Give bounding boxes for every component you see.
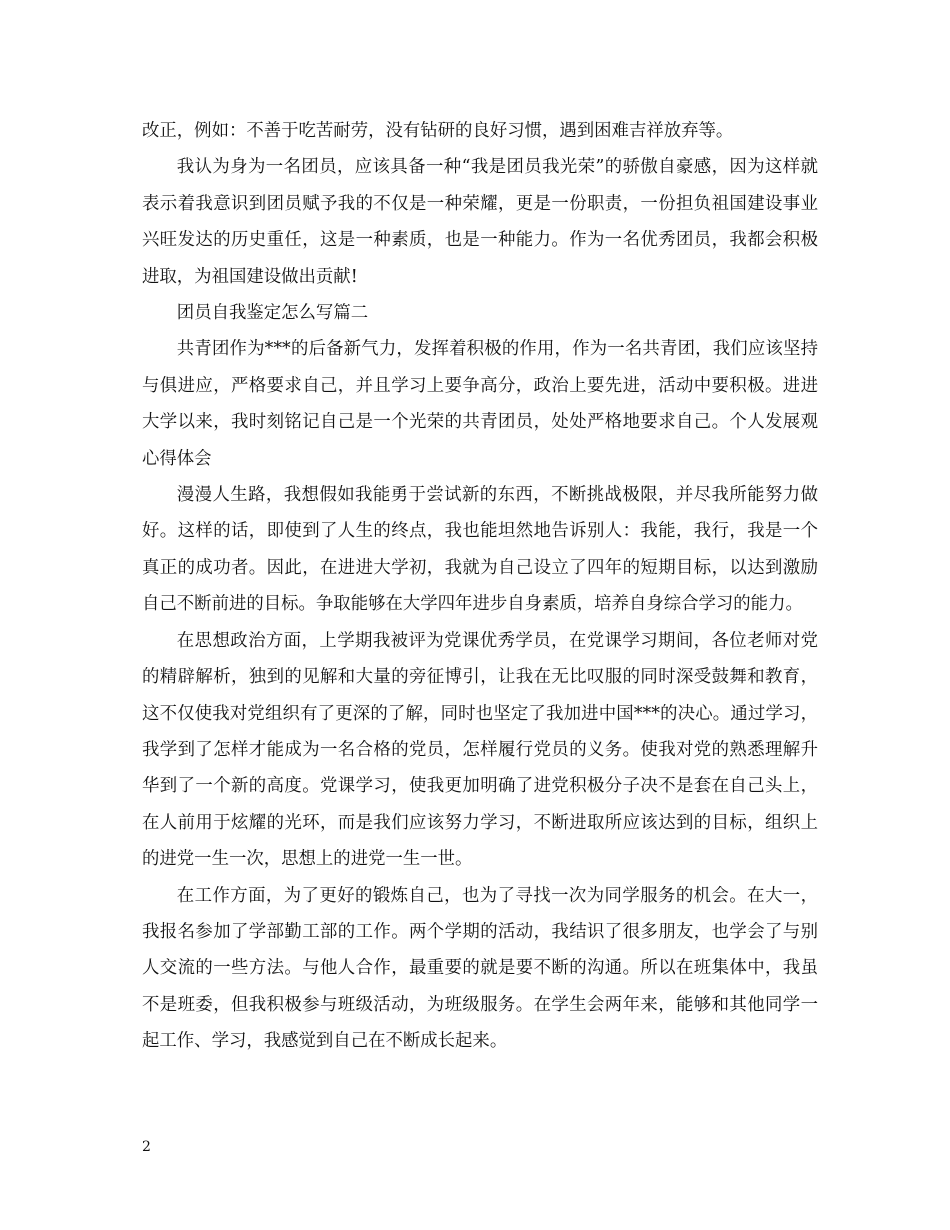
page-number: 2	[142, 1139, 151, 1155]
paragraph-youth-league-role: 共青团作为***的后备新气力，发挥着积极的作用，作为一名共青团，我们应该坚持与俱进应，严格要求自己，并且学习上要争高分，政治上要先进，活动中要积极。进进大学以来，我时刻铭记自己是一个光荣的共青团员，处处严格地要求自己。个人发展观心得体会	[142, 339, 818, 469]
paragraph-work-experience: 在工作方面，为了更好的锻炼自己，也为了寻找一次为同学服务的机会。在大一，我报名参加了学部勤工部的工作。两个学期的活动，我结识了很多朋友，也学会了与别人交流的一些方法。与他人合作，最重要的就是要不断的沟通。所以在班集体中，我虽不是班委，但我积极参与班级活动，为班级服务。在学生会两年来，能够和其他同学一起工作、学习，我感觉到自己在不断成长起来。	[142, 885, 818, 1052]
paragraph-league-member-pride: 我认为身为一名团员，应该具备一种“我是团员我光荣”的骄傲自豪感，因为这样就表示着我意识到团员赋予我的不仅是一种荣耀，更是一份职责，一份担负祖国建设事业兴旺发达的历史重任，这是一种素质，也是一种能力。作为一名优秀团员，我都会积极进取，为祖国建设做出贡献!	[142, 157, 818, 287]
document-body	[142, 113, 818, 1060]
paragraph-life-goals: 漫漫人生路，我想假如我能勇于尝试新的东西，不断挑战极限，并尽我所能努力做好。这样的话，即使到了人生的终点，我也能坦然地告诉别人：我能，我行，我是一个真正的成功者。因此，在进进大学初，我就为自己设立了四年的短期目标，以达到激励自己不断前进的目标。争取能够在大学四年进步自身素质，培养自身综合学习的能力。	[142, 485, 818, 615]
paragraph-political-thought: 在思想政治方面，上学期我被评为党课优秀学员，在党课学习期间，各位老师对党的精辟解析，独到的见解和大量的旁征博引，让我在无比叹服的同时深受鼓舞和教育，这不仅使我对党组织有了更深的了解，同时也坚定了我加进中国***的决心。通过学习，我学到了怎样才能成为一名合格的党员，怎样履行党员的义务。使我对党的熟悉理解升华到了一个新的高度。党课学习，使我更加明确了进党积极分子决不是套在自己头上，在人前用于炫耀的光环，而是我们应该努力学习，不断进取所应该达到的目标，组织上的进党一生一次，思想上的进党一生一世。	[142, 630, 818, 870]
section-heading: 团员自我鉴定怎么写篇二	[176, 303, 369, 324]
paragraph-continuation: 改正，例如：不善于吃苦耐劳，没有钻研的良好习惯，遇到困难吉祥放弃等。	[142, 121, 734, 141]
